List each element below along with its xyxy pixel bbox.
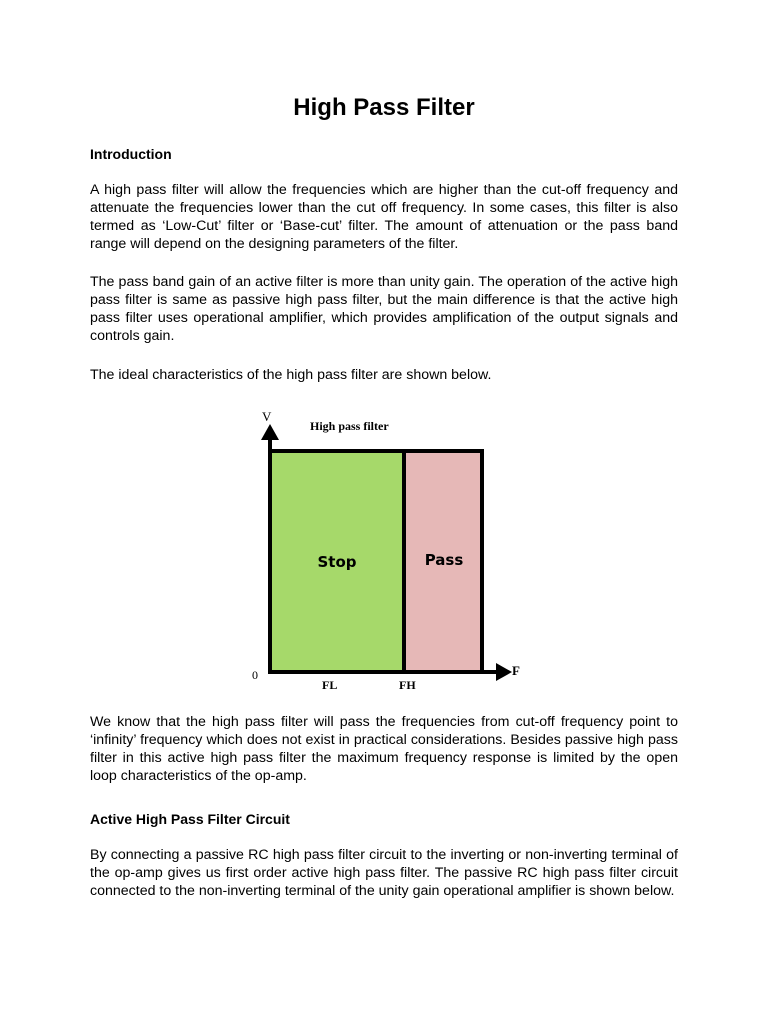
- y-axis-label: V: [262, 409, 272, 424]
- active-filter-heading: Active High Pass Filter Circuit: [90, 811, 290, 827]
- filter-characteristic-diagram: [240, 400, 530, 700]
- intro-paragraph-2: The pass band gain of an active filter is more than unity gain. The operation of the active high pass filter is same as passive high pass filter, but the main difference is that the active high pass filter uses operational amplifier, which provides amplification of the output signals and controls gain.: [90, 274, 678, 344]
- high-pass-filter-figure: [240, 400, 530, 700]
- stop-label: Stop: [317, 553, 357, 571]
- origin-label: 0: [252, 668, 258, 682]
- figure-title: High pass filter: [310, 419, 389, 433]
- body-paragraph-4: We know that the high pass filter will pass the frequencies from cut-off frequency point to ‘infinity’ frequency which does not exist in practical considerations. Besides passive high pass filter in this active high pass filter the maximum frequency response is limited by the open loop characteristics of the op-amp.: [90, 714, 678, 784]
- x-axis-arrow-icon: [496, 663, 512, 681]
- intro-paragraph-3: The ideal characteristics of the high pass filter are shown below.: [90, 367, 492, 383]
- y-axis-arrow-icon: [261, 424, 279, 440]
- pass-label: Pass: [424, 551, 464, 569]
- page-title: High Pass Filter: [293, 94, 475, 121]
- fl-label: FL: [322, 678, 338, 692]
- intro-paragraph-1: A high pass filter will allow the frequencies which are higher than the cut-off frequency and attenuate the frequencies lower than the cut off frequency. In some cases, this filter is also termed as ‘Low-Cut’ filter or ‘Base-cut’ filter. The amount of attenuation or the pass band range will depend on the designing parameters of the filter.: [90, 182, 678, 252]
- body-paragraph-5: By connecting a passive RC high pass filter circuit to the inverting or non-inverting terminal of the op-amp gives us first order active high pass filter. The passive RC high pass filter circuit connected to the non-inverting terminal of the unity gain operational amplifier is shown below.: [90, 847, 678, 899]
- x-axis-label: F: [512, 663, 520, 678]
- fh-label: FH: [399, 678, 416, 692]
- introduction-heading: Introduction: [90, 146, 172, 162]
